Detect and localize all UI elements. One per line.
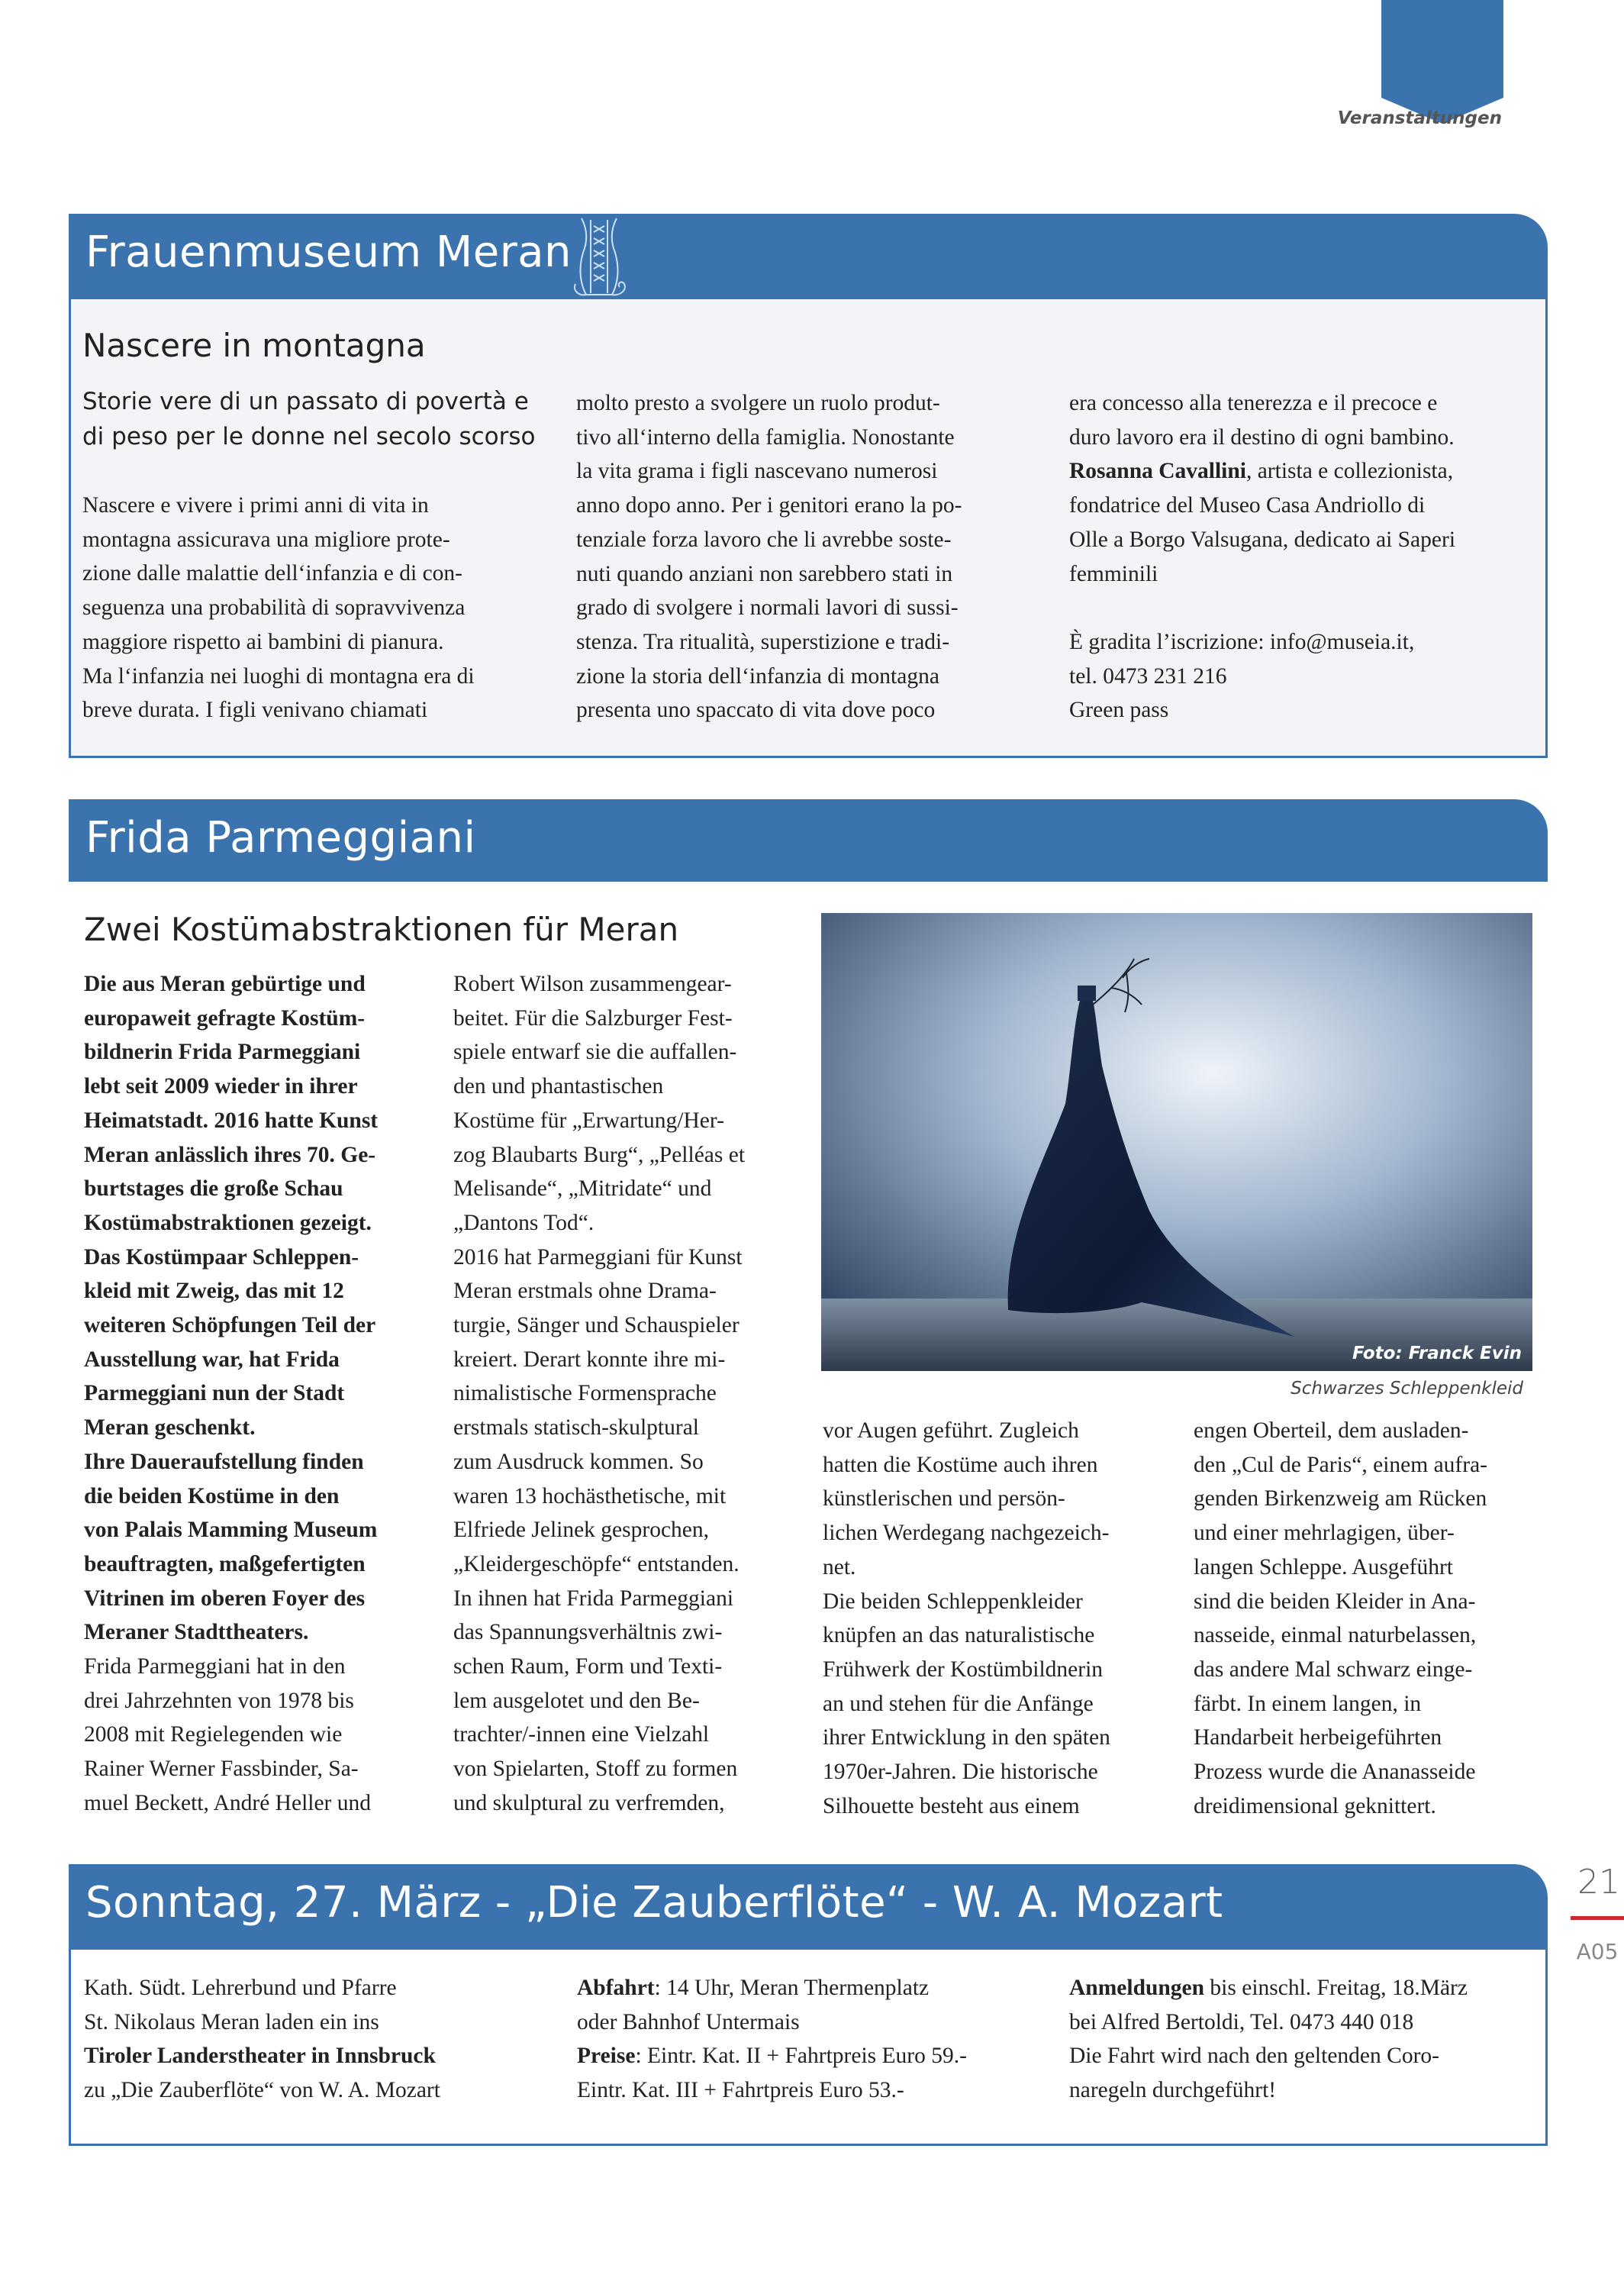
text-line: Das Kostümpaar Schleppen- (84, 1244, 359, 1270)
text-line: trachter/-innen eine Vielzahl (453, 1722, 710, 1747)
frauenmuseum-subtitle: Nascere in montagna (82, 327, 426, 364)
text-line: net. (823, 1554, 856, 1579)
text-line: Frida Parmeggiani hat in den (84, 1654, 346, 1679)
text-line: drei Jahrzehnten von 1978 bis (84, 1688, 354, 1713)
col1-regular (84, 1650, 378, 1821)
text-line: sind die beiden Kleider in Ana- (1194, 1589, 1476, 1614)
text-line: molto presto a svolgere un ruolo produt- (576, 391, 940, 415)
text-line: das andere Mal schwarz einge- (1194, 1657, 1473, 1682)
text-line: dreidimensional geknittert. (1194, 1793, 1436, 1818)
text-line: weiteren Schöpfungen Teil der (84, 1313, 376, 1338)
text-line: muel Beckett, André Heller und (84, 1790, 372, 1815)
text-line: era concesso alla tenerezza e il precoce e (1069, 391, 1438, 415)
frauenmuseum-banner (69, 214, 1548, 299)
text-line: Die aus Meran gebürtige und (84, 972, 366, 996)
text-line: Elfriede Jelinek gesprochen, (453, 1518, 710, 1543)
text-span: , artista e collezionista, (1245, 459, 1454, 484)
text-line: Handarbeit herbeigeführten (1194, 1725, 1442, 1750)
text-line: Frühwerk der Kostümbildnerin (823, 1657, 1104, 1682)
registration-text: bis einschl. Freitag, 18.März (1204, 1976, 1468, 2000)
text-line: 2016 hat Parmeggiani für Kunst (453, 1244, 743, 1270)
frauenmuseum-col1 (82, 489, 475, 728)
spacer (1069, 591, 1455, 625)
text-line: oder Bahnhof Untermais (577, 2009, 800, 2034)
text-line: Die beiden Schleppenkleider (823, 1589, 1083, 1614)
corset-icon (565, 211, 633, 302)
lead-line: di peso per le donne nel secolo scorso (82, 423, 536, 450)
text-line: naregeln durchgeführt! (1069, 2078, 1277, 2103)
text-line: nimalistische Formensprache (453, 1381, 717, 1406)
text-line: 1970er-Jahren. Die historische (823, 1760, 1098, 1785)
text-line: lichen Werdegang nachgezeich- (823, 1521, 1110, 1546)
text-line: schen Raum, Form und Texti- (453, 1654, 723, 1679)
text-line: turgie, Sänger und Schauspieler (453, 1313, 740, 1338)
text-line: zum Ausdruck kommen. So (453, 1449, 704, 1474)
text-line: Meran geschenkt. (84, 1415, 256, 1441)
text-line: „Dantons Tod“. (453, 1210, 594, 1235)
text-line: seguenza una probabilità di sopravvivenza (82, 595, 466, 621)
text-line: Kostümabstraktionen gezeigt. (84, 1210, 372, 1235)
photo-credit: Foto: Franck Evin (1352, 1344, 1522, 1363)
text-line (1069, 1971, 1468, 2005)
text-line: zione la storia dell‘infanzia di montagna (576, 663, 939, 689)
text-line: la vita grama i figli nascevano numerosi (576, 459, 938, 484)
text-line: und skulptural zu verfremden, (453, 1790, 725, 1815)
page-code: A05 (1576, 1939, 1619, 1964)
zauberfloete-col2 (577, 1971, 967, 2108)
text-line: spiele entwarf sie die auffallen- (453, 1040, 737, 1065)
text-line: von Palais Mamming Museum (84, 1518, 378, 1543)
text-line: Parmeggiani nun der Stadt (84, 1381, 345, 1406)
text-line: burtstages die große Schau (84, 1176, 343, 1202)
frida-col3 (823, 1414, 1110, 1823)
text-line: die beiden Kostüme in den (84, 1483, 340, 1508)
text-line (577, 1971, 967, 2005)
text-line: Vitrinen im oberen Foyer des (84, 1586, 366, 1611)
text-line: Nascere e vivere i primi anni di vita in (82, 493, 429, 518)
contact-email[interactable]: È gradita l’iscrizione: info@museia.it, (1069, 629, 1415, 654)
text-line: hatten die Kostüme auch ihren (823, 1452, 1098, 1477)
text-line: Meran anlässlich ihres 70. Ge- (84, 1142, 376, 1167)
contact-phone: tel. 0473 231 216 (1069, 663, 1227, 689)
frida-subtitle: Zwei Kostümabstraktionen für Meran (84, 911, 679, 948)
departure-label: Abfahrt (577, 1976, 655, 2000)
text-line: und einer mehrlagigen, über- (1194, 1521, 1455, 1546)
frida-title: Frida Parmeggiani (85, 813, 476, 863)
text-line: femminili (1069, 561, 1158, 586)
text-line: tenziale forza lavoro che li avrebbe soste- (576, 527, 952, 552)
text-line (577, 2039, 967, 2073)
text-line: langen Schleppe. Ausgeführt (1194, 1554, 1453, 1579)
text-line: den und phantastischen (453, 1074, 664, 1099)
text-line: Ausstellung war, hat Frida (84, 1347, 340, 1372)
text-line: bildnerin Frida Parmeggiani (84, 1040, 361, 1065)
text-line: duro lavoro era il destino di ogni bambino. (1069, 424, 1455, 450)
venue: Tiroler Landerstheater in Innsbruck (84, 2044, 436, 2069)
text-line: waren 13 hochästhetische, mit (453, 1483, 727, 1508)
prices-text: : Eintr. Kat. II + Fahrtpreis Euro 59.- (635, 2044, 967, 2069)
text-line: anno dopo anno. Per i genitori erano la po- (576, 493, 962, 518)
photo-caption: Schwarzes Schleppenkleid (1290, 1379, 1523, 1399)
text-line: europaweit gefragte Kostüm- (84, 1005, 366, 1031)
text-line: Green pass (1069, 698, 1169, 723)
text-line: Kostüme für „Erwartung/Her- (453, 1108, 724, 1133)
text-line: engen Oberteil, dem ausladen- (1194, 1418, 1469, 1443)
text-line: Heimatstadt. 2016 hatte Kunst (84, 1108, 379, 1133)
zauberfloete-col3 (1069, 1971, 1468, 2108)
text-line: maggiore rispetto ai bambini di pianura. (82, 629, 444, 654)
text-line: Rainer Werner Fassbinder, Sa- (84, 1757, 359, 1782)
text-line: Robert Wilson zusammengear- (453, 972, 732, 996)
frida-col2 (453, 967, 745, 1821)
text-line: breve durata. I figli venivano chiamati (82, 698, 428, 723)
text-line: Prozess wurde die Ananasseide (1194, 1760, 1476, 1785)
text-line: Olle a Borgo Valsugana, dedicato ai Saperi (1069, 527, 1456, 552)
text-line: den „Cul de Paris“, einem aufra- (1194, 1452, 1487, 1477)
text-line: „Kleidergeschöpfe“ entstanden. (453, 1551, 740, 1576)
departure-text: : 14 Uhr, Meran Thermenplatz (654, 1976, 930, 2000)
page-number-rule (1571, 1916, 1624, 1920)
text-line: erstmals statisch-skulptural (453, 1415, 699, 1441)
text-line: knüpfen an das naturalistische (823, 1623, 1095, 1648)
author-name: Rosanna Cavallini (1069, 459, 1246, 484)
frida-banner (69, 799, 1548, 882)
text-line: Kath. Südt. Lehrerbund und Pfarre (84, 1976, 397, 2000)
text-line: Meraner Stadttheaters. (84, 1620, 309, 1645)
text-line: genden Birkenzweig am Rücken (1194, 1486, 1487, 1512)
text-line: kleid mit Zweig, das mit 12 (84, 1279, 344, 1304)
lead-line: Storie vere di un passato di povertà e (82, 388, 529, 415)
frida-col1 (84, 967, 378, 1821)
text-line: 2008 mit Regielegenden wie (84, 1722, 343, 1747)
prices-label: Preise (577, 2044, 636, 2069)
text-line: lebt seit 2009 wieder in ihrer (84, 1074, 358, 1099)
text-line: künstlerischen und persön- (823, 1486, 1065, 1512)
text-line: von Spielarten, Stoff zu formen (453, 1757, 738, 1782)
text-line: beitet. Für die Salzburger Fest- (453, 1005, 733, 1031)
corner-tab (1381, 0, 1503, 98)
text-line: presenta uno spaccato di vita dove poco (576, 698, 936, 723)
registration-label: Anmeldungen (1069, 1976, 1205, 2000)
text-line: In ihnen hat Frida Parmeggiani (453, 1586, 734, 1611)
text-line: Eintr. Kat. III + Fahrtpreis Euro 53.- (577, 2078, 904, 2103)
dress-illustration (821, 913, 1532, 1371)
text-line: ihrer Entwicklung in den späten (823, 1725, 1110, 1750)
text-line: montagna assicurava una migliore prote- (82, 527, 450, 552)
text-line: tivo all‘interno della famiglia. Nonostante (576, 424, 955, 450)
frida-col4 (1194, 1414, 1487, 1823)
text-line: zu „Die Zauberflöte“ von W. A. Mozart (84, 2078, 440, 2103)
zauberfloete-col1 (84, 1971, 440, 2108)
text-line: vor Augen geführt. Zugleich (823, 1418, 1079, 1443)
text-line: zog Blaubarts Burg“, „Pelléas et (453, 1142, 746, 1167)
text-line: fondatrice del Museo Casa Andriollo di (1069, 493, 1426, 518)
text-line: Ihre Daueraufstellung finden (84, 1449, 364, 1474)
text-line: an und stehen für die Anfänge (823, 1691, 1094, 1716)
text-line: nasseide, einmal naturbelassen, (1194, 1623, 1477, 1648)
dress-photo (821, 913, 1532, 1371)
frauenmuseum-col2 (576, 386, 962, 728)
text-line: beauftragten, maßgefertigten (84, 1551, 366, 1576)
text-line: nuti quando anziani non sarebbero stati in (576, 561, 953, 586)
frauenmuseum-col3 (1069, 386, 1455, 728)
text-line: St. Nikolaus Meran laden ein ins (84, 2009, 379, 2034)
text-line: färbt. In einem langen, in (1194, 1691, 1422, 1716)
text-line: grado di svolgere i normali lavori di sussi- (576, 595, 959, 621)
text-line: Meran erstmals ohne Drama- (453, 1279, 717, 1304)
text-line: das Spannungsverhältnis zwi- (453, 1620, 723, 1645)
text-line: Die Fahrt wird nach den geltenden Coro- (1069, 2044, 1439, 2069)
zauberfloete-title: Sonntag, 27. März - „Die Zauberflöte“ - W. A. Mozart (85, 1878, 1223, 1928)
text-line: Silhouette besteht aus einem (823, 1793, 1080, 1818)
text-line: kreiert. Derart konnte ihre mi- (453, 1347, 726, 1372)
text-line: lem ausgelotet und den Be- (453, 1688, 700, 1713)
frauenmuseum-lead (82, 384, 536, 454)
page-number: 21 (1577, 1863, 1620, 1902)
text-line: Melisande“, „Mitridate“ und (453, 1176, 712, 1202)
text-line: zione dalle malattie dell‘infanzia e di con- (82, 561, 462, 586)
text-line: stenza. Tra ritualità, superstizione e tradi- (576, 629, 950, 654)
text-line (1069, 454, 1455, 489)
contact-phone: bei Alfred Bertoldi, Tel. 0473 440 018 (1069, 2009, 1414, 2034)
zauberfloete-banner (69, 1864, 1548, 1950)
text-line: Ma l‘infanzia nei luoghi di montagna era di (82, 663, 475, 689)
frauenmuseum-title: Frauenmuseum Meran (85, 227, 572, 277)
section-label: Veranstaltungen (1337, 108, 1502, 128)
